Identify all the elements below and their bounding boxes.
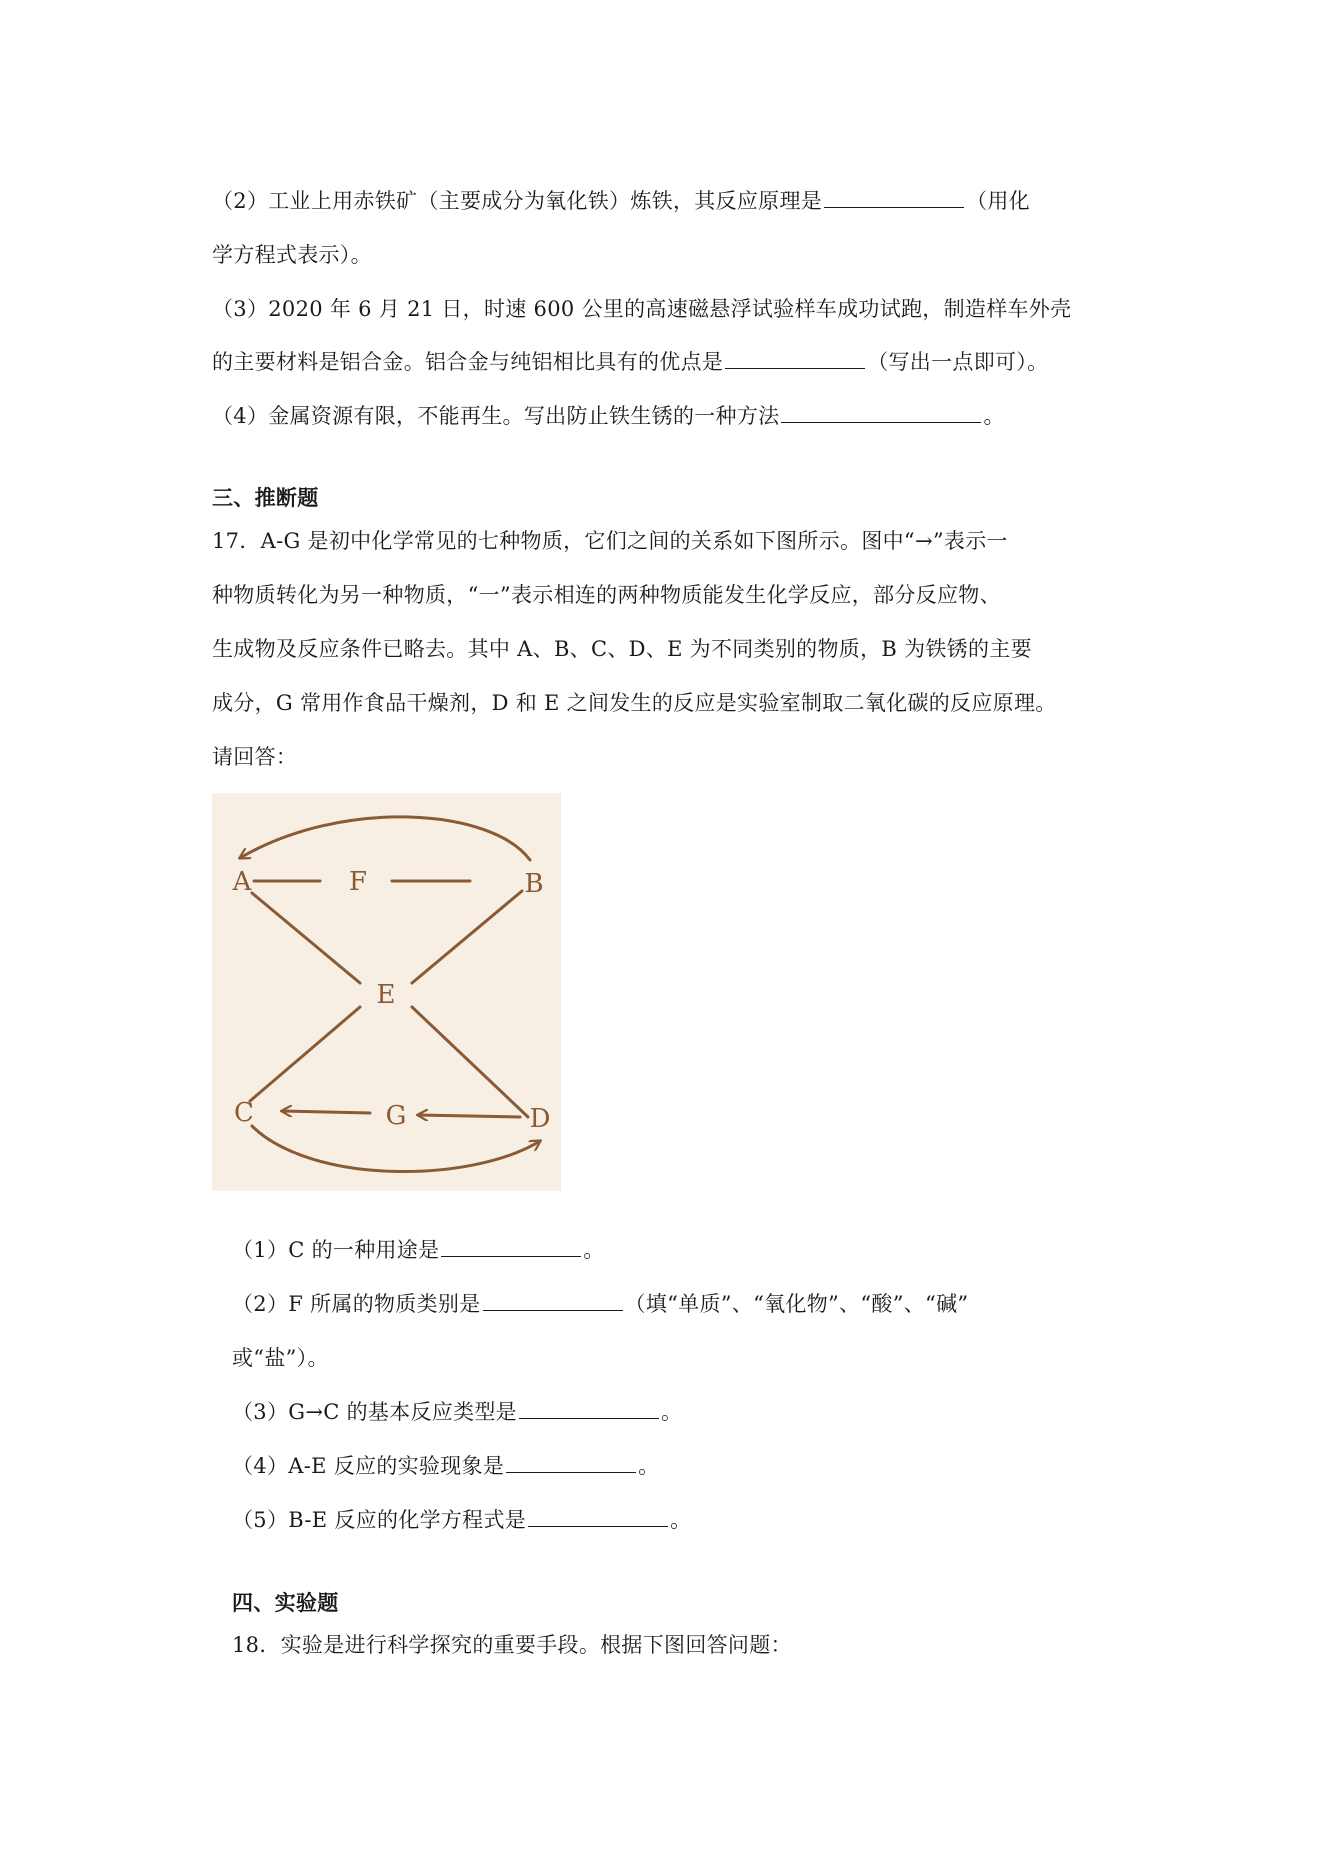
q16-part2-line2: 学方程式表示）。 xyxy=(212,243,372,267)
relationship-diagram xyxy=(212,793,561,1191)
q17-sub3: （3）G→C 的基本反应类型是 。 xyxy=(232,1400,683,1424)
q17-sub1: （1）C 的一种用途是 。 xyxy=(232,1238,605,1262)
q17-stem-line2: 种物质转化为另一种物质，“一”表示相连的两种物质能发生化学反应，部分反应物、 xyxy=(212,583,1001,607)
q17-sub2-line2: 或“盐”）。 xyxy=(232,1346,329,1370)
answer-blank xyxy=(725,348,865,369)
answer-blank xyxy=(506,1452,636,1473)
q17-sub2: （2）F 所属的物质类别是 （填“单质”、“氧化物”、“酸”、“碱” xyxy=(232,1292,969,1316)
answer-blank xyxy=(824,187,964,208)
node-b: B xyxy=(524,869,544,899)
node-f: F xyxy=(348,867,368,897)
link-a-e xyxy=(252,893,360,983)
arrow-g-to-c xyxy=(282,1111,370,1113)
answer-blank xyxy=(441,1236,581,1257)
q16-part2-line1: （2）工业上用赤铁矿（主要成分为氧化铁）炼铁，其反应原理是 （用化 xyxy=(212,189,1030,213)
section-heading-inference: 三、推断题 xyxy=(212,485,319,510)
arrow-d-to-g xyxy=(418,1115,520,1117)
answer-blank xyxy=(519,1398,659,1419)
node-d: D xyxy=(529,1104,551,1134)
q16-part3-line1: （3）2020 年 6 月 21 日，时速 600 公里的高速磁悬浮试验样车成功试跑，制造样车外壳 xyxy=(212,297,1072,321)
link-b-e xyxy=(412,891,522,983)
link-e-d xyxy=(412,1007,528,1117)
q17-sub5: （5）B-E 反应的化学方程式是 。 xyxy=(232,1508,692,1532)
section-heading-experiment: 四、实验题 xyxy=(232,1590,339,1615)
q17-stem-line1: 17．A-G 是初中化学常见的七种物质，它们之间的关系如下图所示。图中“→”表示一 xyxy=(212,529,1008,553)
q16-part3-line2: 的主要材料是铝合金。铝合金与纯铝相比具有的优点是 （写出一点即可）。 xyxy=(212,350,1049,374)
q17-stem-line4: 成分，G 常用作食品干燥剂，D 和 E 之间发生的反应是实验室制取二氧化碳的反应原理。 xyxy=(212,691,1057,715)
node-e: E xyxy=(376,980,396,1010)
q17-sub4: （4）A-E 反应的实验现象是 。 xyxy=(232,1454,660,1478)
q17-stem-line3: 生成物及反应条件已略去。其中 A、B、C、D、E 为不同类别的物质，B 为铁锈的主要 xyxy=(212,637,1032,661)
node-a: A xyxy=(232,867,252,897)
answer-blank xyxy=(483,1290,623,1311)
node-c: C xyxy=(234,1098,254,1128)
answer-blank xyxy=(528,1506,668,1527)
q16-part4-line1: （4）金属资源有限，不能再生。写出防止铁生锈的一种方法 。 xyxy=(212,404,1005,428)
q18-stem: 18．实验是进行科学探究的重要手段。根据下图回答问题： xyxy=(232,1633,792,1657)
arrow-c-to-d xyxy=(252,1126,540,1172)
arrow-b-to-a xyxy=(240,817,530,860)
q17-stem-line5: 请回答： xyxy=(212,745,298,769)
link-e-c xyxy=(250,1007,360,1101)
node-g: G xyxy=(385,1101,407,1131)
answer-blank xyxy=(781,402,981,423)
